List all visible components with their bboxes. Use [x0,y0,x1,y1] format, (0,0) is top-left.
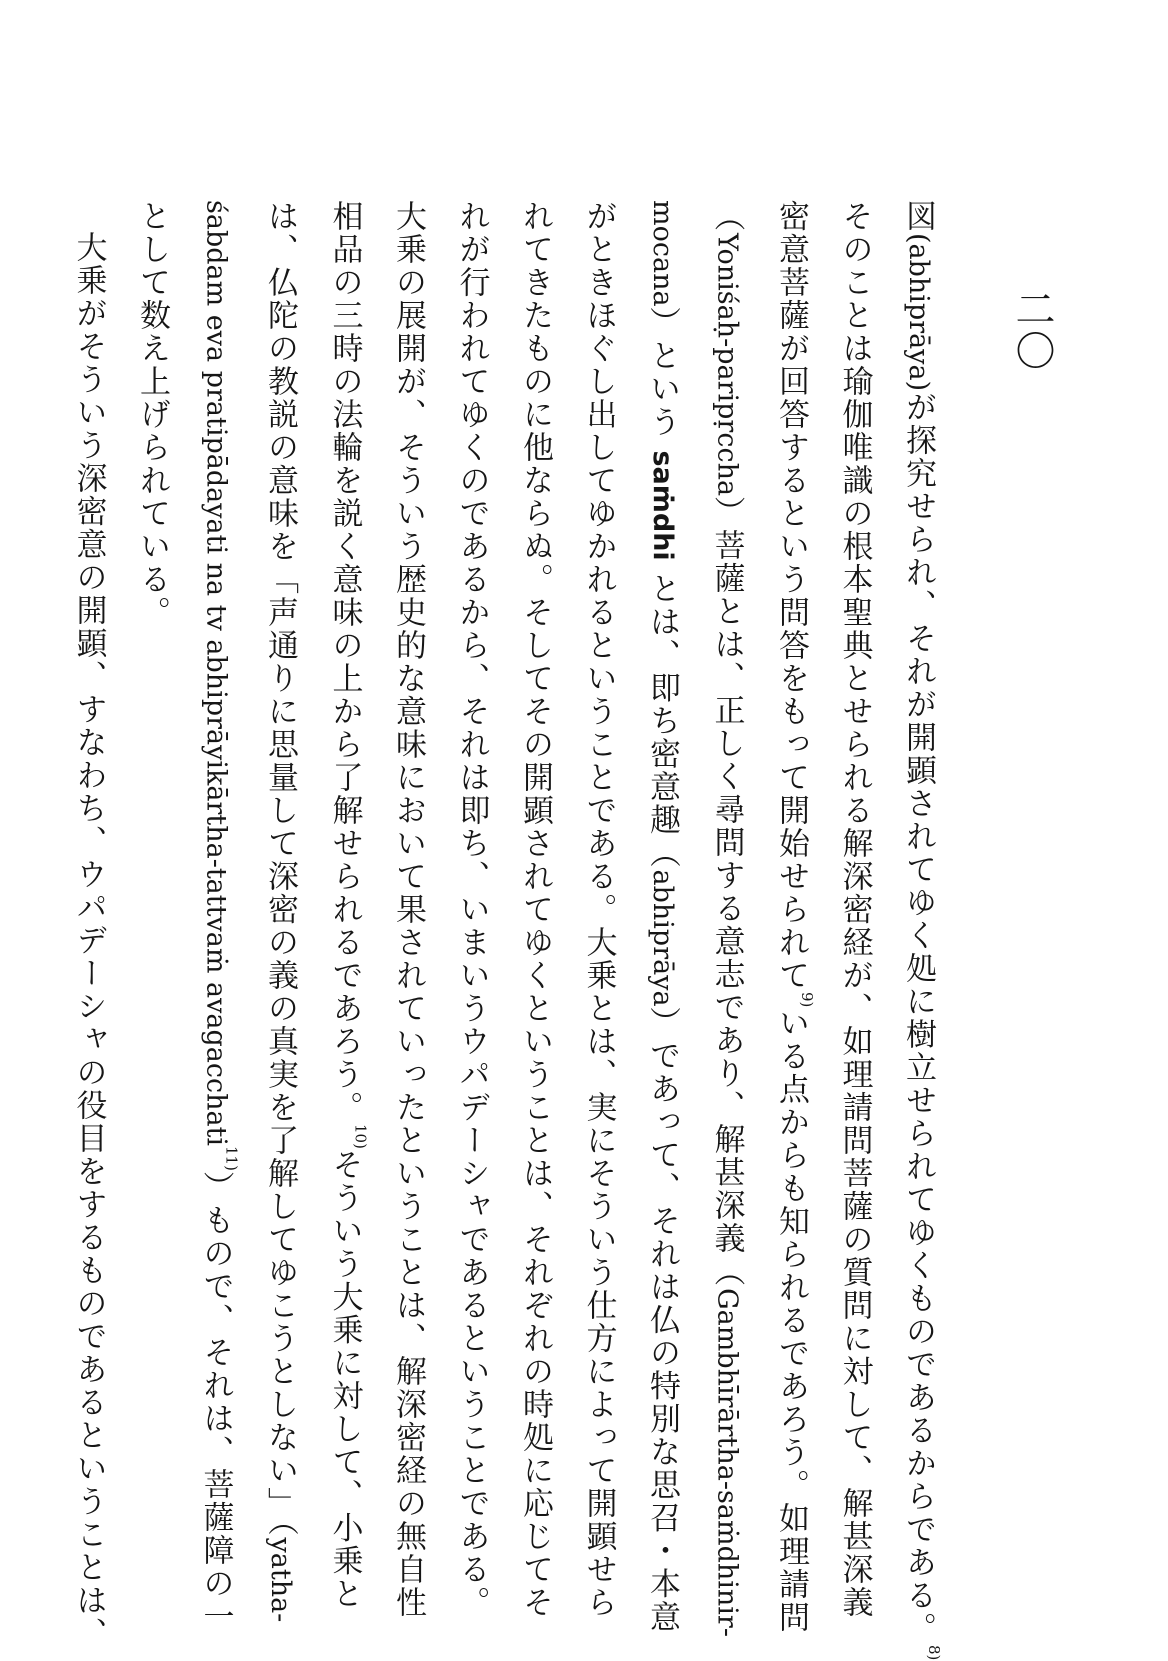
romanized-term: mocana [647,200,678,307]
text-segment: そのことは瑜伽唯識の根本聖典とせられる解深密経が、如理請問菩薩の質問に対して、解甚深義 [836,200,873,1619]
body-text [70,200,950,1661]
text-line [439,200,503,1619]
text-line [376,200,440,1619]
text-segment: は、仏陀の教説の意味を「声通りに思量して深密の義の真実を了解してゆこうとしない」（ [262,200,298,1538]
text-segment: 大乗がそういう深密意の開顕、すなわち、ウパデーシャの役目をするものであるということは、 [70,231,107,1650]
text-segment: として数え上げられている。 [134,200,170,629]
text-segment: がときほぐし出してゆかれるということである。大乗とは、実にそういう仕方によって開顕せら [580,200,617,1619]
text-line [566,200,630,1619]
text-line [822,200,886,1619]
text-segment: 密意菩薩が回答するという問答をもって開始せられて [773,200,809,992]
footnote-marker: 11) [222,1146,241,1172]
text-line [248,200,313,1623]
text-line [56,200,120,1650]
footnote-marker: 8) [925,1645,943,1661]
text-segment: いる点からも知られるであろう。如理請問 [773,1007,809,1635]
romanized-term: yatha- [265,1537,296,1623]
text-segment: れが行われてゆくのであるから、それは即ち、いまいうウパデーシャであるということである。 [453,200,490,1619]
text-line [886,200,951,1661]
text-segment: ）という [644,306,680,451]
text-segment: （ [708,200,745,233]
text-line [503,200,567,1619]
romanized-term: Yoniśaḥ-paripṛccha [711,233,743,497]
text-line [759,200,823,1635]
text-segment: そういう大乗に対して、小乗と [326,1148,363,1611]
text-segment: 相品の三時の法輪を説く意味の上から了解せられるであろう。 [326,200,363,1124]
text-segment: れてきたものに他ならぬ。そしてその開顕されてゆくということは、それぞれの時処に応じてそ [517,200,553,1619]
text-segment: ）もので、それは、菩薩障の一 [197,1171,234,1634]
text-segment: 図 [900,200,936,233]
romanized-term: (abhiprāya) [903,233,934,392]
text-line [183,200,248,1634]
romanized-term: abhiprāya [647,869,678,1007]
footnote-marker: 10) [351,1124,370,1149]
text-segment: ）であって、それは仏の特別な思召・本意 [644,1006,680,1634]
text-line [694,200,759,1637]
text-segment: 大乗の展開が、そういう歴史的な意味において果されていったということは、解深密経の無自性 [390,200,426,1619]
text-line [312,200,376,1611]
footnote-marker: 9) [798,992,816,1008]
page-number: 二〇 [1009,288,1055,372]
romanized-term: Gambhīrārtha-saṁdhinir- [711,1288,743,1637]
text-segment: ）菩薩とは、正しく尋問する意志であり、解甚深義（ [708,496,745,1289]
text-line [120,200,184,1595]
text-segment: が探究せられ、それが開顕されてゆく処に樹立せられてゆくものであるからである。 [900,391,936,1646]
romanized-term: saṁdhi [647,450,678,561]
romanized-term: śabdam eva pratipādayati na tv abhiprāyikārtha-tattvaṁ avagacchati [200,200,232,1147]
text-line [630,200,695,1634]
text-segment: とは、即ち密意趣（ [644,560,680,870]
